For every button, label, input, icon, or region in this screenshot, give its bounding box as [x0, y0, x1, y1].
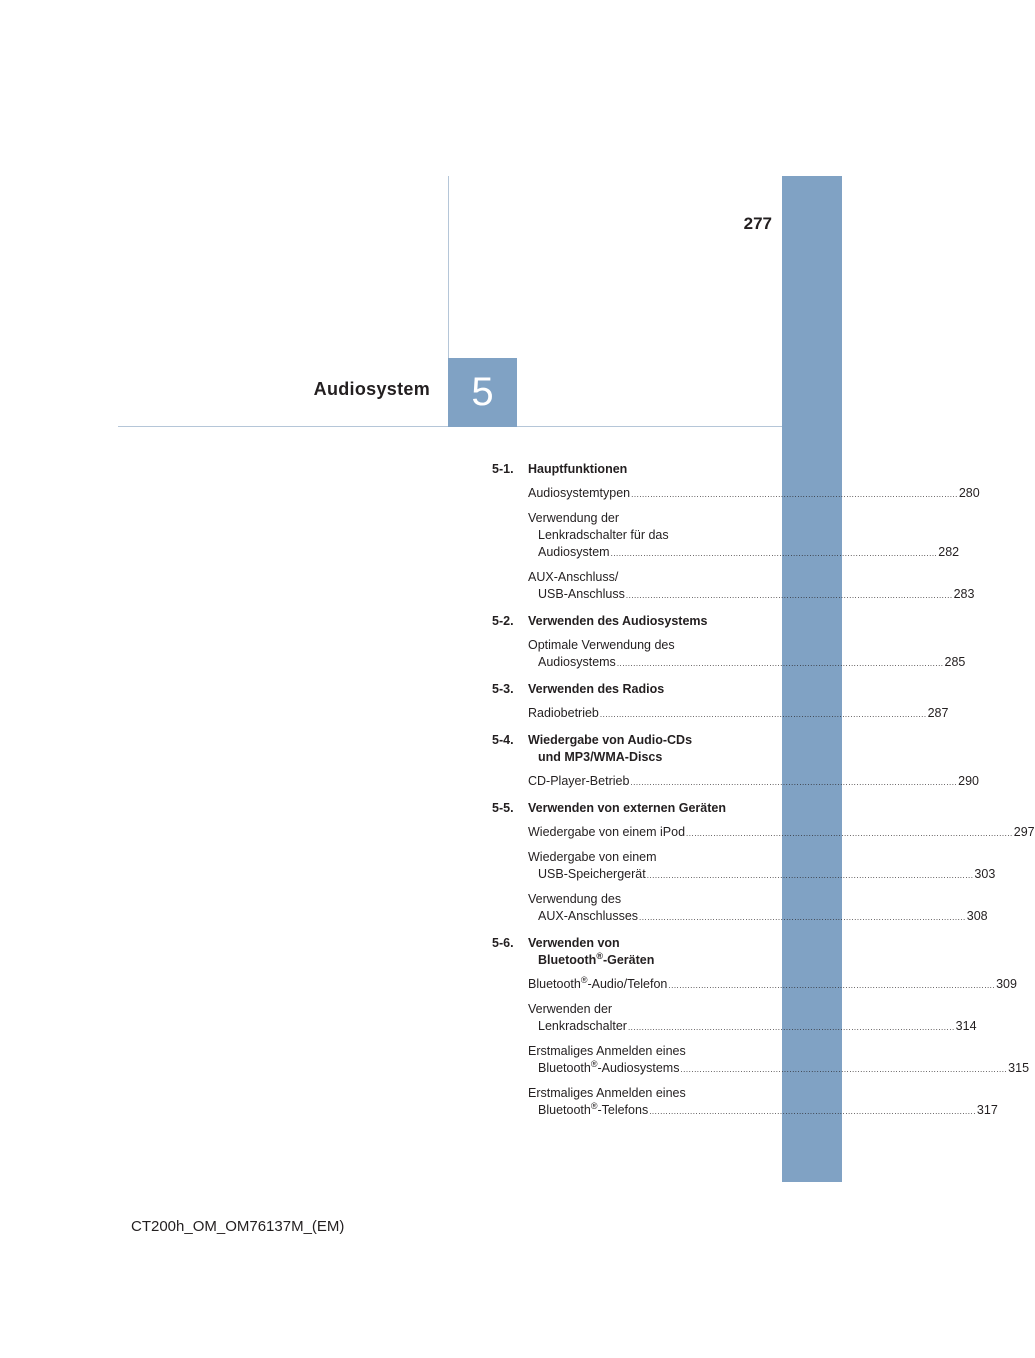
dot-leader: ........................................................................................................................	[599, 710, 927, 719]
toc-entry-title: AUX-Anschlusses	[538, 909, 639, 923]
toc-entry[interactable]	[528, 705, 949, 723]
toc-entry-page: 297	[1013, 825, 1035, 839]
chapter-number: 5	[471, 370, 494, 414]
toc-entry-title: USB-Anschluss	[538, 587, 625, 601]
dot-leader: ........................................................................................................................	[646, 871, 974, 880]
toc-entry-page: 287	[927, 706, 949, 720]
toc-section-number: 5-5.	[492, 801, 514, 815]
toc-entry-page: 282	[938, 545, 960, 559]
toc-entry-title: Wiedergabe von einem iPod	[528, 825, 686, 839]
toc-section-title	[528, 935, 778, 969]
toc-entry-title: Audiosystem	[538, 545, 610, 559]
toc-entry[interactable]	[528, 637, 966, 672]
toc-entry-page: 280	[958, 486, 980, 500]
toc-section-title-line: Verwenden von	[528, 936, 620, 950]
toc-section-title-line: Wiedergabe von Audio-CDs	[528, 733, 693, 747]
toc-section-number: 5-4.	[492, 733, 514, 747]
toc-entry-title: Audiosystemtypen	[528, 486, 631, 500]
toc-entry[interactable]	[528, 849, 996, 884]
toc-section-title	[528, 800, 778, 817]
toc-entry-line: Erstmaliges Anmelden eines	[528, 1044, 686, 1058]
page-number: 277	[743, 214, 772, 233]
toc-section-title-line: Hauptfunktionen	[528, 462, 628, 476]
toc-section-number: 5-6.	[492, 936, 514, 950]
toc-entry[interactable]	[528, 891, 988, 926]
toc-entry-line: Erstmaliges Anmelden eines	[528, 1086, 686, 1100]
toc-entry[interactable]	[528, 1085, 998, 1120]
toc-entry-page: 308	[966, 909, 988, 923]
dot-leader: ........................................................................................................................	[610, 549, 938, 558]
toc-entry[interactable]	[528, 569, 975, 604]
chapter-title: Audiosystem	[313, 379, 430, 399]
toc-section-title-line: Verwenden des Audiosystems	[528, 614, 708, 628]
dot-leader: ........................................................................................................................	[631, 490, 958, 499]
toc-entry-page: 314	[955, 1019, 977, 1033]
toc-entry-line: AUX-Anschluss/	[528, 570, 619, 584]
toc-entry-title: CD-Player-Betrieb	[528, 774, 630, 788]
toc-entry-page: 283	[953, 587, 975, 601]
toc-entry-line: Wiedergabe von einem	[528, 850, 657, 864]
toc-entry[interactable]	[528, 773, 979, 791]
dot-leader: ........................................................................................................................	[680, 1065, 1008, 1074]
toc-entry-title: Bluetooth®-Telefons	[538, 1100, 649, 1117]
dot-leader: ........................................................................................................................	[625, 591, 953, 600]
toc-entry-page: 317	[976, 1103, 998, 1117]
toc-entry[interactable]	[528, 1043, 1030, 1078]
dot-leader: ........................................................................................................................	[630, 778, 958, 787]
toc-section-number: 5-3.	[492, 682, 514, 696]
toc-entry-title: Lenkradschalter	[538, 1019, 627, 1033]
toc-section-title-line: Bluetooth®-Geräten	[538, 950, 655, 967]
document-code: CT200h_OM_OM76137M_(EM)	[131, 1218, 345, 1235]
toc-entry[interactable]	[528, 974, 1017, 994]
toc-entry-title: Bluetooth®-Audiosystems	[538, 1058, 680, 1075]
toc-entry-line: Optimale Verwendung des	[528, 638, 675, 652]
toc-entry-page: 303	[974, 867, 996, 881]
toc-entry[interactable]	[528, 824, 1035, 842]
toc-section-title-line: Verwenden von externen Geräten	[528, 801, 726, 815]
toc-section-number: 5-1.	[492, 462, 514, 476]
toc-entry[interactable]	[528, 485, 980, 503]
toc-entry-line: Lenkradschalter für das	[538, 528, 669, 542]
toc-entry-line: Verwendung der	[528, 511, 620, 525]
toc-entry-title: USB-Speichergerät	[538, 867, 646, 881]
dot-leader: ........................................................................................................................	[649, 1107, 976, 1116]
toc-section-number: 5-2.	[492, 614, 514, 628]
toc-entry-line: Verwenden der	[528, 1002, 613, 1016]
toc-entry-page: 309	[996, 977, 1017, 991]
toc-entry-page: 290	[958, 774, 979, 788]
toc-section-title	[528, 613, 778, 630]
toc-section-title	[528, 732, 778, 766]
dot-leader: ........................................................................................................................	[686, 829, 1013, 838]
toc-entry[interactable]	[528, 510, 960, 562]
toc-section-title-line: und MP3/WMA-Discs	[538, 750, 663, 764]
toc-entry-title: Bluetooth®-Audio/Telefon	[528, 974, 668, 991]
dot-leader: ........................................................................................................................	[668, 981, 996, 990]
dot-leader: ........................................................................................................................	[616, 659, 944, 668]
toc-entry-page: 285	[944, 655, 966, 669]
toc-entry-title: Audiosystems	[538, 655, 616, 669]
toc-entry-line: Verwendung des	[528, 892, 622, 906]
dot-leader: ........................................................................................................................	[627, 1023, 955, 1032]
dot-leader: ........................................................................................................................	[639, 913, 966, 922]
toc-entry-title: Radiobetrieb	[528, 706, 599, 720]
toc-section-title-line: Verwenden des Radios	[528, 682, 665, 696]
toc-entry[interactable]	[528, 1001, 977, 1036]
toc-entry-page: 315	[1008, 1061, 1030, 1075]
toc-section-title	[528, 461, 778, 478]
toc-section-title	[528, 681, 778, 698]
